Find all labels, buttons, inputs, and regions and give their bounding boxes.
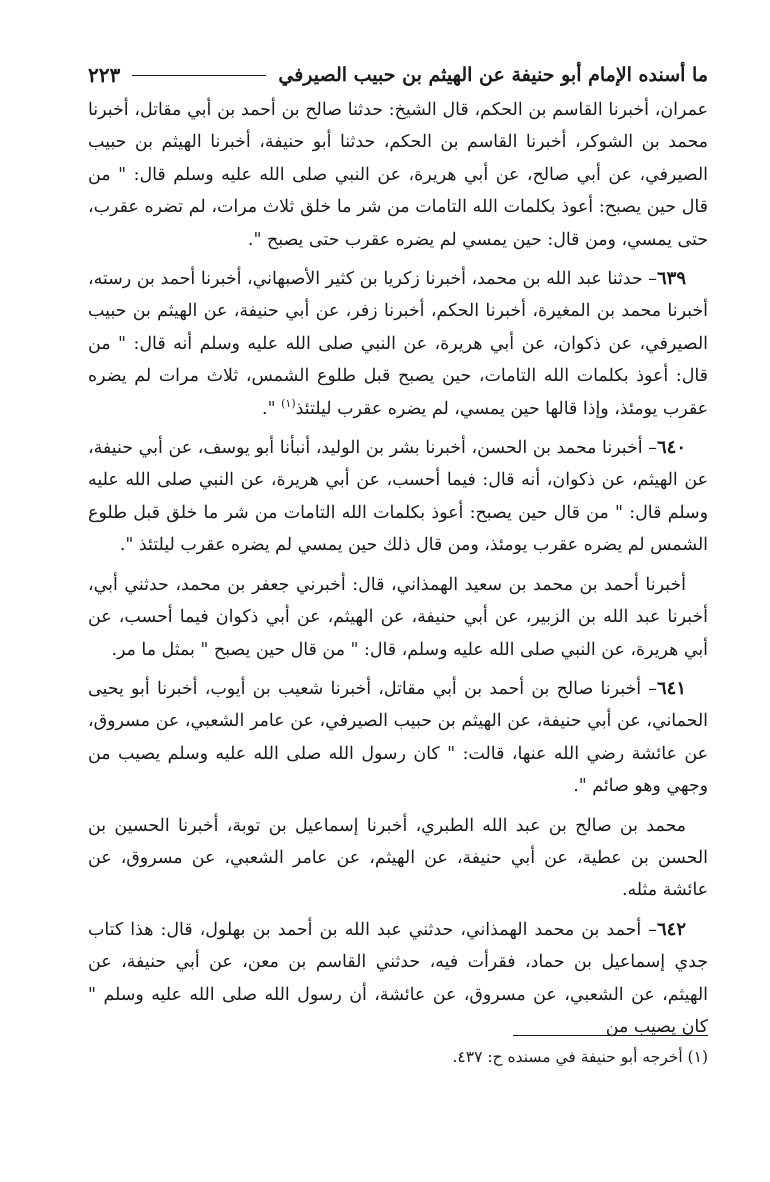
footnote bbox=[88, 1044, 708, 1070]
hadith-paragraph bbox=[88, 432, 708, 562]
header-title: ما أسنده الإمام أبو حنيفة عن الهيثم بن حبيب الصيرفي bbox=[278, 64, 708, 86]
page bbox=[88, 60, 708, 1050]
paragraph-text: – أخبرنا صالح بن أحمد بن أبي مقاتل، أخبرنا شعيب بن أيوب، أخبرنا أبو يحيى الحماني، عن أبي حنيفة، عن الهيثم بن حبيب الصيرفي، عن عامر الشعبي، عن مسروق، عن عائشة رضي الله عنها، قالت: " كان رسول الله صلى الله عليه وسلم يصيب من وجهي وهو صائم ". bbox=[88, 678, 708, 797]
paragraph-text: – أحمد بن محمد الهمذاني، حدثني عبد الله بن أحمد بن بهلول، قال: هذا كتاب جدي إسماعيل بن حماد، فقرأت فيه، حدثني القاسم بن معن، عن أبي حنيفة، عن الهيثم، عن الشعبي، عن مسروق، عن عائشة، أن رسول الله صلى الله عليه وسلم " كان يصيب من bbox=[88, 919, 708, 1037]
footnote-reference[interactable]: (١) bbox=[281, 396, 296, 410]
running-header bbox=[88, 60, 708, 90]
body-text bbox=[88, 94, 708, 1043]
paragraph-text: أخبرنا أحمد بن محمد بن سعيد الهمذاني، قال: أخبرني جعفر بن محمد، حدثني أبي، أخبرنا عبد الله بن الزبير، عن أبي حنيفة، عن الهيثم، عن أبي ذكوان فيما أحسب، عن أبي هريرة، عن النبي صلى الله عليه وسلم، قال: " من قال حين يصبح " بمثل ما مر. bbox=[88, 574, 708, 660]
hadith-number: ٦٤١ bbox=[656, 677, 686, 699]
footnote-rule bbox=[513, 1035, 708, 1036]
hadith-number: ٦٤٠ bbox=[656, 437, 686, 459]
paragraph-text: محمد بن صالح بن عبد الله الطبري، أخبرنا إسماعيل بن توبة، أخبرنا الحسين بن الحسن بن عطية، عن أبي حنيفة، عن الهيثم، عن عامر الشعبي، عن مسروق، عن عائشة مثله. bbox=[88, 815, 708, 901]
hadith-number: ٦٤٢ bbox=[656, 918, 686, 940]
paragraph bbox=[88, 810, 708, 907]
paragraph-text: عمران، أخبرنا القاسم بن الحكم، قال الشيخ: حدثنا صالح بن أحمد بن أبي مقاتل، أخبرنا محمد بن الشوكر، أخبرنا القاسم بن الحكم، حدثنا أبو حنيفة، أخبرنا الهيثم بن حبيب الصيرفي، عن أبي صالح، عن أبي هريرة، عن النبي صلى الله عليه وسلم قال: " من قال حين يصبح: أعوذ بكلمات الله التامات من شر ما خلق ثلاث مرات، لم تضره عقرب، حتى يمسي، ومن قال: حين يمسي لم يضره عقرب حتى يصبح ". bbox=[88, 100, 708, 250]
paragraph bbox=[88, 94, 708, 256]
paragraph-text-end: ". bbox=[262, 398, 282, 419]
paragraph-text: – حدثنا عبد الله بن محمد، أخبرنا زكريا بن كثير الأصبهاني، أخبرنا أحمد بن رسته، أخبرنا محمد بن المغيرة، أخبرنا الحكم، أخبرنا زفر، عن أبي حنيفة، عن الهيثم بن حبيب الصيرفي، عن ذكوان، عن أبي هريرة، عن النبي صلى الله عليه وسلم أنه قال: " من قال: أعوذ بكلمات الله التامات، حين يصبح قبل طلوع الشمس، ثلاث مرات لم يضره عقرب يومئذ، وإذا قالها حين يمسي، لم يضره عقرب ليلتئذ bbox=[88, 269, 708, 419]
hadith-paragraph bbox=[88, 263, 708, 425]
page-number: ٢٢٣ bbox=[88, 63, 121, 87]
paragraph bbox=[88, 569, 708, 666]
header-rule bbox=[132, 75, 266, 76]
hadith-paragraph bbox=[88, 673, 708, 803]
hadith-number: ٦٣٩ bbox=[656, 268, 686, 290]
footnote-text: (١) أخرجه أبو حنيفة في مسنده ح: ٤٣٧. bbox=[452, 1048, 708, 1066]
paragraph-text: – أخبرنا محمد بن الحسن، أخبرنا بشر بن الوليد، أنبأنا أبو يوسف، عن أبي حنيفة، عن الهيثم، عن ذكوان، أنه قال: فيما أحسب، عن أبي هريرة، عن النبي صلى الله عليه وسلم قال: " من قال حين يصبح: أعوذ بكلمات الله التامات من شر ما خلق قبل طلوع الشمس لم يضره عقرب يومئذ، ومن قال ذلك حين يمسي لم يضره عقرب ليلتئذ ". bbox=[88, 438, 708, 556]
hadith-paragraph bbox=[88, 914, 708, 1044]
